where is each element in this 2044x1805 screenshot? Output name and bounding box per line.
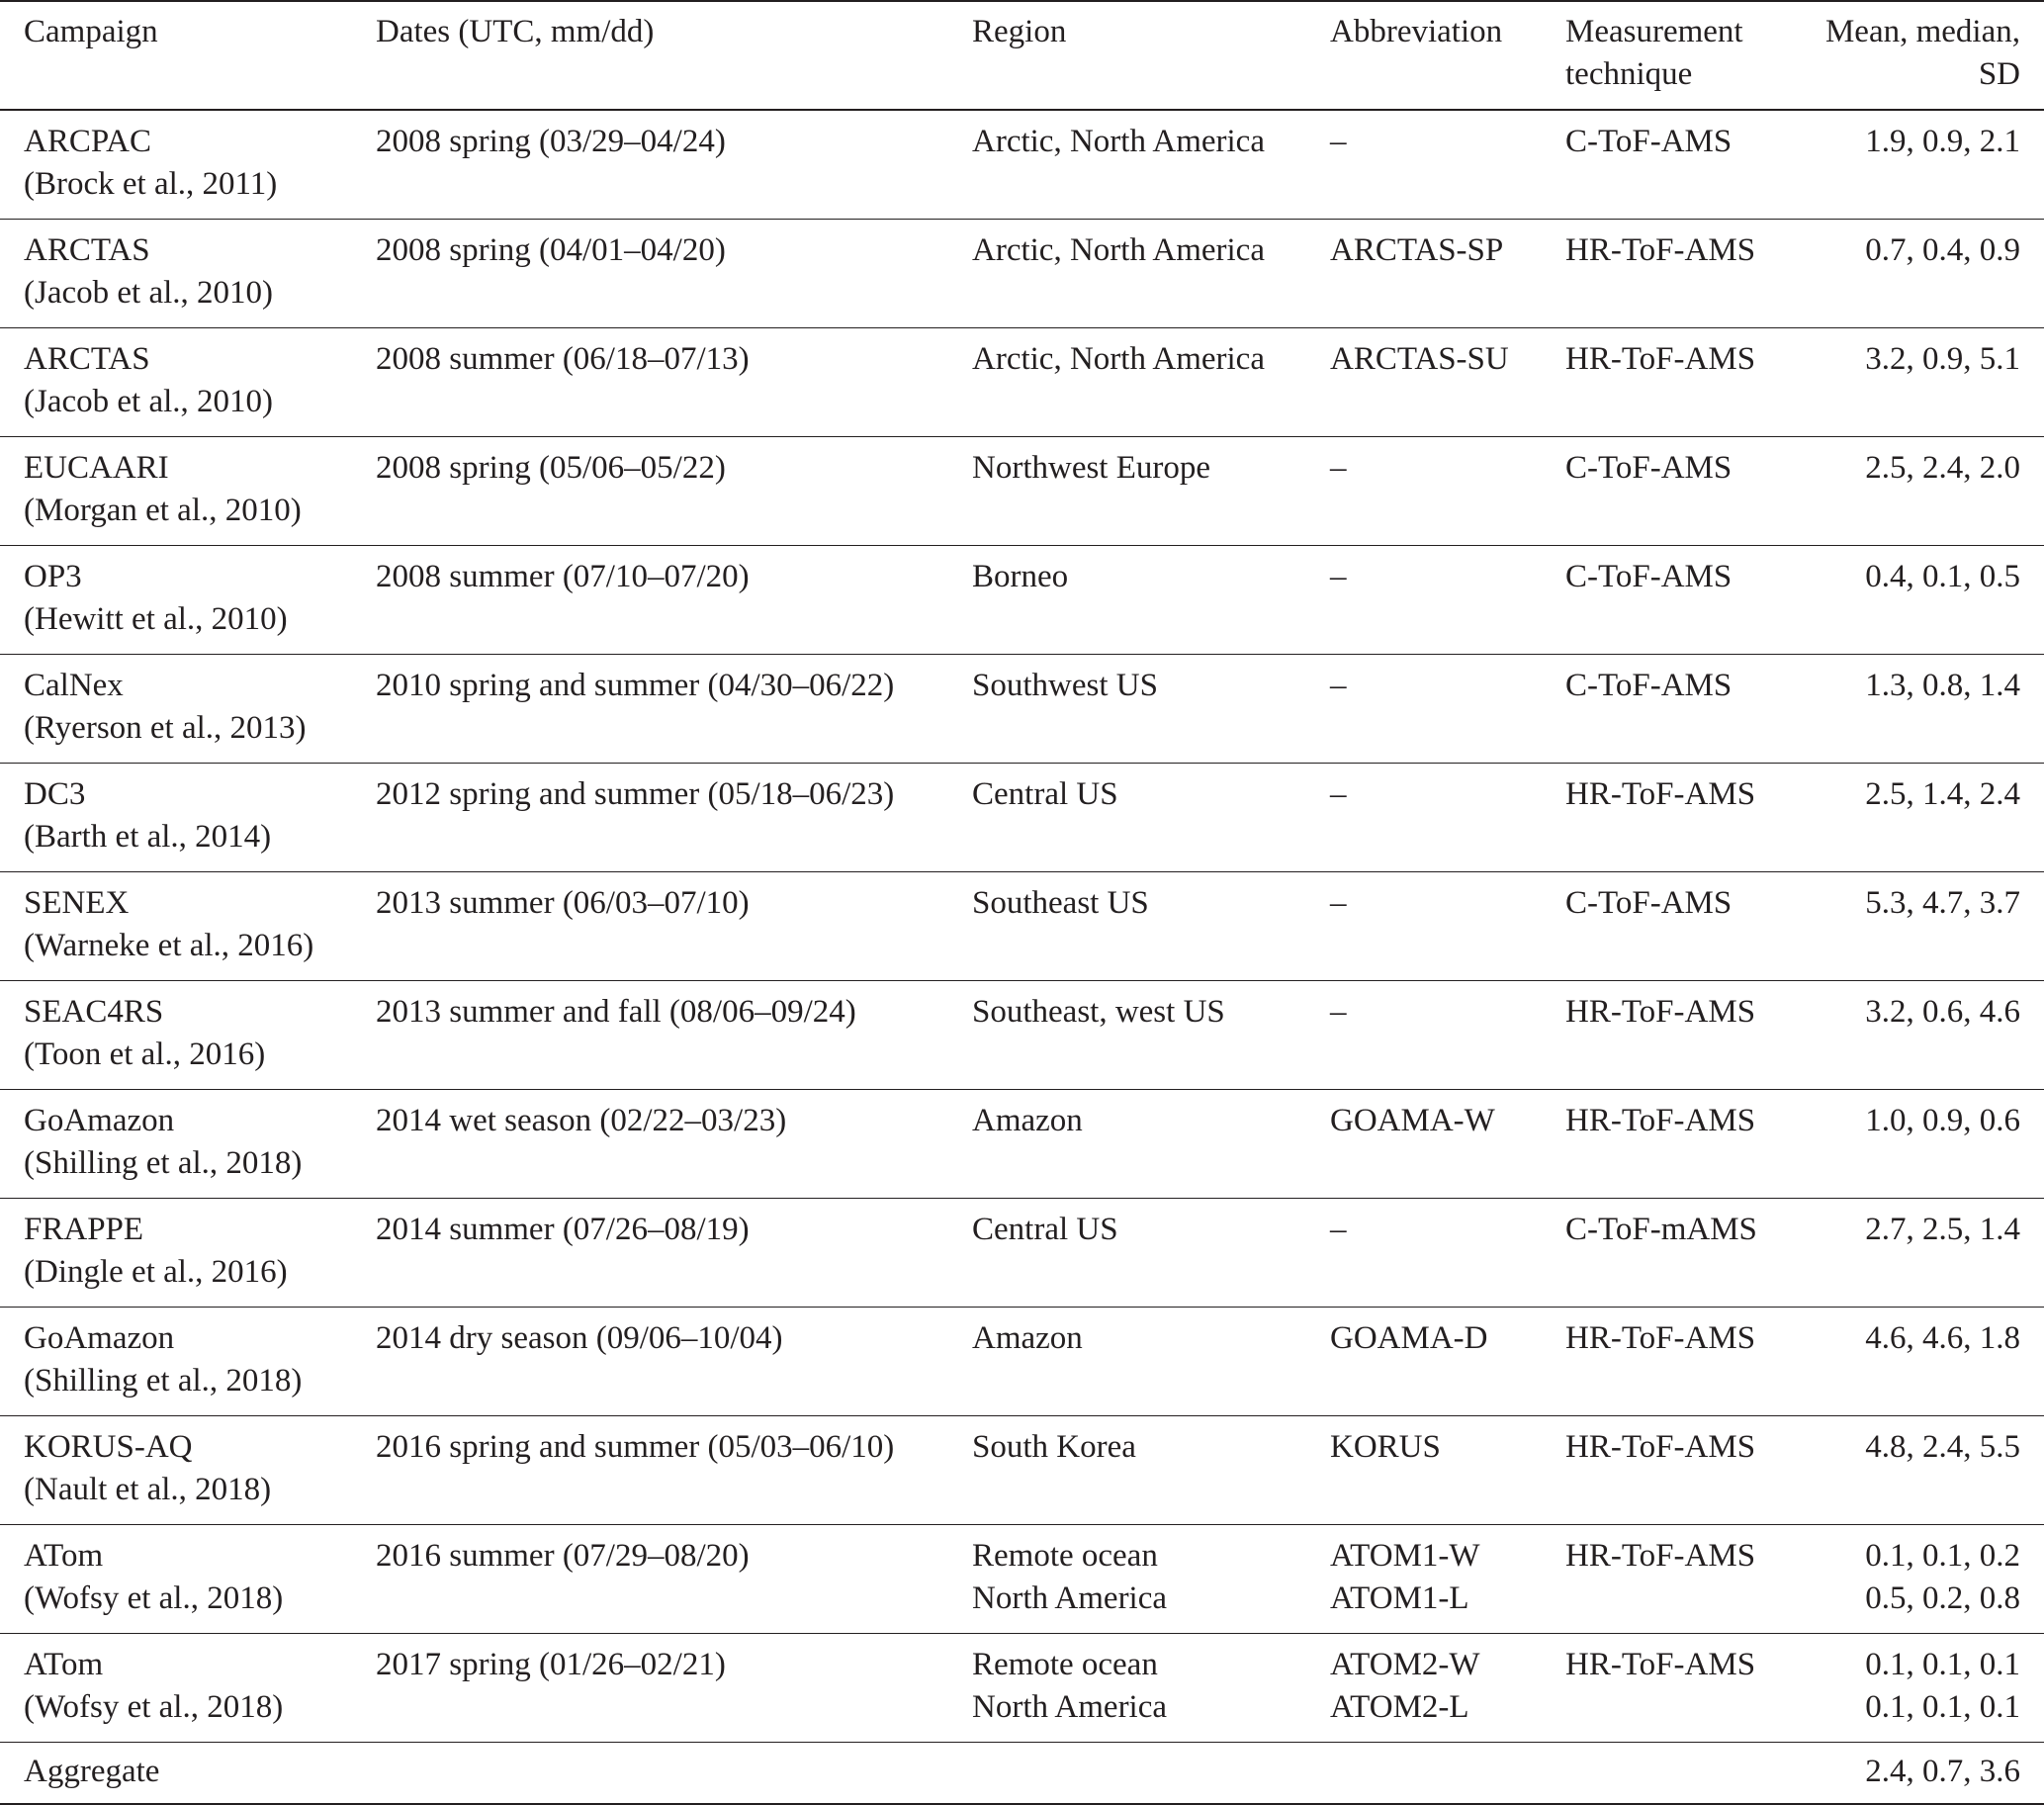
cell-text-line: 0.4, 0.1, 0.5 [1865,559,2020,594]
cell-text-line: Borneo [972,559,1069,594]
cell-text-line: SENEX [24,885,130,921]
cell-text-line: Amazon [972,1103,1083,1138]
stats-cell [1818,1525,2044,1634]
table-body [0,110,2044,1804]
technique-cell [1565,437,1818,546]
cell-text-line: 1.9, 0.9, 2.1 [1865,124,2020,159]
cell-text-line: DC3 [24,776,86,812]
cell-text-line: 2014 summer (07/26–08/19) [376,1212,750,1247]
campaign-cell [0,328,376,437]
table-row [0,1525,2044,1634]
campaign-cell [0,437,376,546]
cell-text-line: Arctic, North America [972,232,1265,268]
technique-cell [1565,981,1818,1090]
cell-text-line: GoAmazon [24,1103,175,1138]
stats-header [1818,1,2044,110]
cell-text-line: ATom [24,1647,104,1682]
cell-text-line: (Morgan et al., 2010) [24,493,302,528]
cell-text-line: Southeast, west US [972,994,1225,1030]
cell-text-line: 0.5, 0.2, 0.8 [1865,1580,2020,1616]
technique-cell [1565,220,1818,328]
cell-text-line: 2008 spring (04/01–04/20) [376,232,726,268]
empty-cell [1330,1743,1565,1805]
cell-text-line: 3.2, 0.9, 5.1 [1865,341,2020,377]
cell-text-line: HR-ToF-AMS [1565,776,1756,812]
table-row [0,437,2044,546]
region-cell [972,546,1330,655]
campaign-cell [0,1199,376,1308]
dates-cell [376,1525,972,1634]
cell-text-line: 2014 wet season (02/22–03/23) [376,1103,787,1138]
stats-cell [1818,110,2044,220]
table-row [0,546,2044,655]
region-cell [972,1090,1330,1199]
dates-cell [376,655,972,764]
dates-cell [376,110,972,220]
cell-text-line: Remote ocean [972,1647,1158,1682]
cell-text-line: C-ToF-mAMS [1565,1212,1757,1247]
dates-cell [376,981,972,1090]
cell-text-line: 2016 spring and summer (05/03–06/10) [376,1429,895,1465]
table-row [0,655,2044,764]
table-row [0,764,2044,872]
region-cell [972,328,1330,437]
region-cell [972,1634,1330,1743]
cell-text-line: Arctic, North America [972,124,1265,159]
cell-text-line: ARCTAS-SP [1330,232,1504,268]
region-cell [972,437,1330,546]
cell-text-line: (Dingle et al., 2016) [24,1254,288,1290]
cell-text-line: (Ryerson et al., 2013) [24,710,307,746]
cell-text-line: (Shilling et al., 2018) [24,1145,303,1181]
cell-text-line: – [1330,559,1347,594]
abbreviation-cell [1330,1199,1565,1308]
cell-text-line: Northwest Europe [972,450,1211,486]
table-row [0,1199,2044,1308]
cell-text-line: 2013 summer and fall (08/06–09/24) [376,994,856,1030]
dates-cell [376,220,972,328]
cell-text-line: HR-ToF-AMS [1565,1320,1756,1356]
cell-text-line: C-ToF-AMS [1565,668,1733,703]
cell-text-line: Central US [972,1212,1118,1247]
stats-cell [1818,328,2044,437]
cell-text-line: South Korea [972,1429,1136,1465]
region-cell [972,220,1330,328]
cell-text-line: HR-ToF-AMS [1565,1103,1756,1138]
abbreviation-cell [1330,1308,1565,1416]
cell-text-line: (Barth et al., 2014) [24,819,272,855]
cell-text-line: Mean, median, [1824,14,2020,49]
aggregate-row [0,1743,2044,1805]
cell-text-line: 4.6, 4.6, 1.8 [1865,1320,2020,1356]
cell-text-line: 2008 spring (03/29–04/24) [376,124,726,159]
cell-text-line: ATOM1-W [1330,1538,1480,1574]
cell-text-line: Southeast US [972,885,1149,921]
cell-text-line: North America [972,1689,1168,1725]
cell-text-line: ARCTAS [24,232,150,268]
cell-text-line: ATom [24,1538,104,1574]
region-cell [972,1199,1330,1308]
cell-text-line: 4.8, 2.4, 5.5 [1865,1429,2020,1465]
table-row [0,110,2044,220]
abbreviation-cell [1330,437,1565,546]
cell-text-line: 2017 spring (01/26–02/21) [376,1647,726,1682]
technique-cell [1565,1308,1818,1416]
cell-text-line: – [1330,450,1347,486]
technique-cell [1565,1090,1818,1199]
cell-text-line: FRAPPE [24,1212,144,1247]
region-cell [972,1416,1330,1525]
technique-cell [1565,546,1818,655]
technique-cell [1565,764,1818,872]
stats-cell [1818,1308,2044,1416]
cell-text-line: OP3 [24,559,82,594]
stats-cell [1818,872,2044,981]
abbreviation-cell [1330,328,1565,437]
stats-cell [1818,764,2044,872]
cell-text-line: Central US [972,776,1118,812]
campaign-cell [0,764,376,872]
cell-text-line: ATOM2-W [1330,1647,1480,1682]
campaign-cell [0,1416,376,1525]
cell-text-line: GoAmazon [24,1320,175,1356]
cell-text-line: GOAMA-D [1330,1320,1488,1356]
cell-text-line: CalNex [24,668,124,703]
cell-text-line: – [1330,1212,1347,1247]
dates-cell [376,1199,972,1308]
abbreviation-cell [1330,1634,1565,1743]
region-cell [972,1525,1330,1634]
cell-text-line: SEAC4RS [24,994,164,1030]
cell-text-line: C-ToF-AMS [1565,450,1733,486]
technique-cell [1565,1525,1818,1634]
cell-text-line: – [1330,124,1347,159]
campaign-cell [0,220,376,328]
dates-header [376,1,972,110]
technique-cell [1565,872,1818,981]
technique-cell [1565,655,1818,764]
cell-text-line: SD [1978,56,2020,92]
cell-text-line: 2014 dry season (09/06–10/04) [376,1320,783,1356]
cell-text-line: KORUS-AQ [24,1429,193,1465]
cell-text-line: 0.7, 0.4, 0.9 [1865,232,2020,268]
dates-cell [376,1308,972,1416]
cell-text-line: Remote ocean [972,1538,1158,1574]
dates-cell [376,328,972,437]
cell-text-line: (Hewitt et al., 2010) [24,601,288,637]
campaign-cell [0,1525,376,1634]
cell-text-line: ATOM1-L [1330,1580,1469,1616]
cell-text-line: – [1330,668,1347,703]
technique-cell [1565,110,1818,220]
cell-text-line: 2.5, 1.4, 2.4 [1865,776,2020,812]
cell-text-line: GOAMA-W [1330,1103,1495,1138]
dates-cell [376,1416,972,1525]
aggregate-stats: 2.4, 0.7, 3.6 [1865,1754,2020,1789]
region-cell [972,655,1330,764]
campaign-cell [0,1090,376,1199]
dates-cell [376,764,972,872]
cell-text-line: (Jacob et al., 2010) [24,275,273,311]
abbreviation-cell [1330,655,1565,764]
cell-text-line: – [1330,776,1347,812]
campaign-cell [0,872,376,981]
abbreviation-cell [1330,872,1565,981]
region-cell [972,1308,1330,1416]
stats-cell [1818,220,2044,328]
cell-text-line: 2008 spring (05/06–05/22) [376,450,726,486]
header-row [0,1,2044,110]
technique-cell [1565,328,1818,437]
campaign-header [0,1,376,110]
cell-text-line: HR-ToF-AMS [1565,232,1756,268]
abbreviation-cell [1330,220,1565,328]
cell-text-line: technique [1565,56,1693,92]
region-cell [972,764,1330,872]
cell-text-line: Abbreviation [1330,14,1503,49]
dates-cell [376,1090,972,1199]
cell-text-line: Region [972,14,1067,49]
cell-text-line: Campaign [24,14,158,49]
stats-cell [1818,981,2044,1090]
cell-text-line: Amazon [972,1320,1083,1356]
cell-text-line: – [1330,885,1347,921]
cell-text-line: HR-ToF-AMS [1565,994,1756,1030]
table-row [0,1416,2044,1525]
table-row [0,872,2044,981]
cell-text-line: Southwest US [972,668,1158,703]
cell-text-line: 2.7, 2.5, 1.4 [1865,1212,2020,1247]
stats-cell [1818,437,2044,546]
cell-text-line: 0.1, 0.1, 0.1 [1865,1647,2020,1682]
stats-cell [1818,1634,2044,1743]
cell-text-line: C-ToF-AMS [1565,559,1733,594]
abbreviation-cell [1330,1416,1565,1525]
cell-text-line: ARCTAS [24,341,150,377]
technique-cell [1565,1199,1818,1308]
cell-text-line: – [1330,994,1347,1030]
cell-text-line: ARCPAC [24,124,152,159]
dates-cell [376,1634,972,1743]
campaign-cell [0,110,376,220]
cell-text-line: 2016 summer (07/29–08/20) [376,1538,750,1574]
cell-text-line: HR-ToF-AMS [1565,1647,1756,1682]
abbreviation-cell [1330,1090,1565,1199]
cell-text-line: ARCTAS-SU [1330,341,1509,377]
campaign-cell [0,981,376,1090]
cell-text-line: Arctic, North America [972,341,1265,377]
cell-text-line: Measurement [1565,14,1743,49]
aggregate-label: Aggregate [24,1754,160,1789]
cell-text-line: (Shilling et al., 2018) [24,1363,303,1399]
stats-cell [1818,1090,2044,1199]
cell-text-line: 2013 summer (06/03–07/10) [376,885,750,921]
abbreviation-cell [1330,981,1565,1090]
cell-text-line: C-ToF-AMS [1565,885,1733,921]
table-row [0,1308,2044,1416]
cell-text-line: HR-ToF-AMS [1565,341,1756,377]
technique-cell [1565,1634,1818,1743]
region-header [972,1,1330,110]
cell-text-line: (Wofsy et al., 2018) [24,1689,284,1725]
cell-text-line: (Warneke et al., 2016) [24,928,314,963]
table-row [0,220,2044,328]
cell-text-line: KORUS [1330,1429,1441,1465]
cell-text-line: HR-ToF-AMS [1565,1538,1756,1574]
dates-cell [376,872,972,981]
cell-text-line: 1.0, 0.9, 0.6 [1865,1103,2020,1138]
table-row [0,1090,2044,1199]
cell-text-line: (Nault et al., 2018) [24,1472,272,1507]
campaign-cell [0,546,376,655]
cell-text-line: 0.1, 0.1, 0.2 [1865,1538,2020,1574]
technique-cell [1565,1416,1818,1525]
cell-text-line: 5.3, 4.7, 3.7 [1865,885,2020,921]
cell-text-line: 2008 summer (07/10–07/20) [376,559,750,594]
stats-cell [1818,1199,2044,1308]
cell-text-line: 1.3, 0.8, 1.4 [1865,668,2020,703]
cell-text-line: 0.1, 0.1, 0.1 [1865,1689,2020,1725]
empty-cell [972,1743,1330,1805]
cell-text-line: (Jacob et al., 2010) [24,384,273,419]
campaign-cell [0,655,376,764]
table-header [0,1,2044,110]
abbreviation-header [1330,1,1565,110]
cell-text-line: 2.5, 2.4, 2.0 [1865,450,2020,486]
cell-text-line: 2010 spring and summer (04/30–06/22) [376,668,895,703]
abbreviation-cell [1330,110,1565,220]
table-row [0,328,2044,437]
stats-cell [1818,546,2044,655]
cell-text-line: EUCAARI [24,450,169,486]
stats-cell [1818,655,2044,764]
abbreviation-cell [1330,764,1565,872]
region-cell [972,110,1330,220]
dates-cell [376,437,972,546]
cell-text-line: (Wofsy et al., 2018) [24,1580,284,1616]
empty-cell [376,1743,972,1805]
cell-text-line: (Toon et al., 2016) [24,1037,266,1072]
cell-text-line: 3.2, 0.6, 4.6 [1865,994,2020,1030]
table-row [0,1634,2044,1743]
region-cell [972,872,1330,981]
table-row [0,981,2044,1090]
dates-cell [376,546,972,655]
campaign-cell [0,1308,376,1416]
cell-text-line: (Brock et al., 2011) [24,166,278,202]
cell-text-line: HR-ToF-AMS [1565,1429,1756,1465]
cell-text-line: Dates (UTC, mm/dd) [376,14,655,49]
cell-text-line: North America [972,1580,1168,1616]
region-cell [972,981,1330,1090]
technique-header [1565,1,1818,110]
cell-text-line: 2012 spring and summer (05/18–06/23) [376,776,895,812]
stats-cell [1818,1416,2044,1525]
cell-text-line: C-ToF-AMS [1565,124,1733,159]
abbreviation-cell [1330,1525,1565,1634]
abbreviation-cell [1330,546,1565,655]
cell-text-line: ATOM2-L [1330,1689,1469,1725]
cell-text-line: 2008 summer (06/18–07/13) [376,341,750,377]
campaign-cell [0,1634,376,1743]
empty-cell [1565,1743,1818,1805]
